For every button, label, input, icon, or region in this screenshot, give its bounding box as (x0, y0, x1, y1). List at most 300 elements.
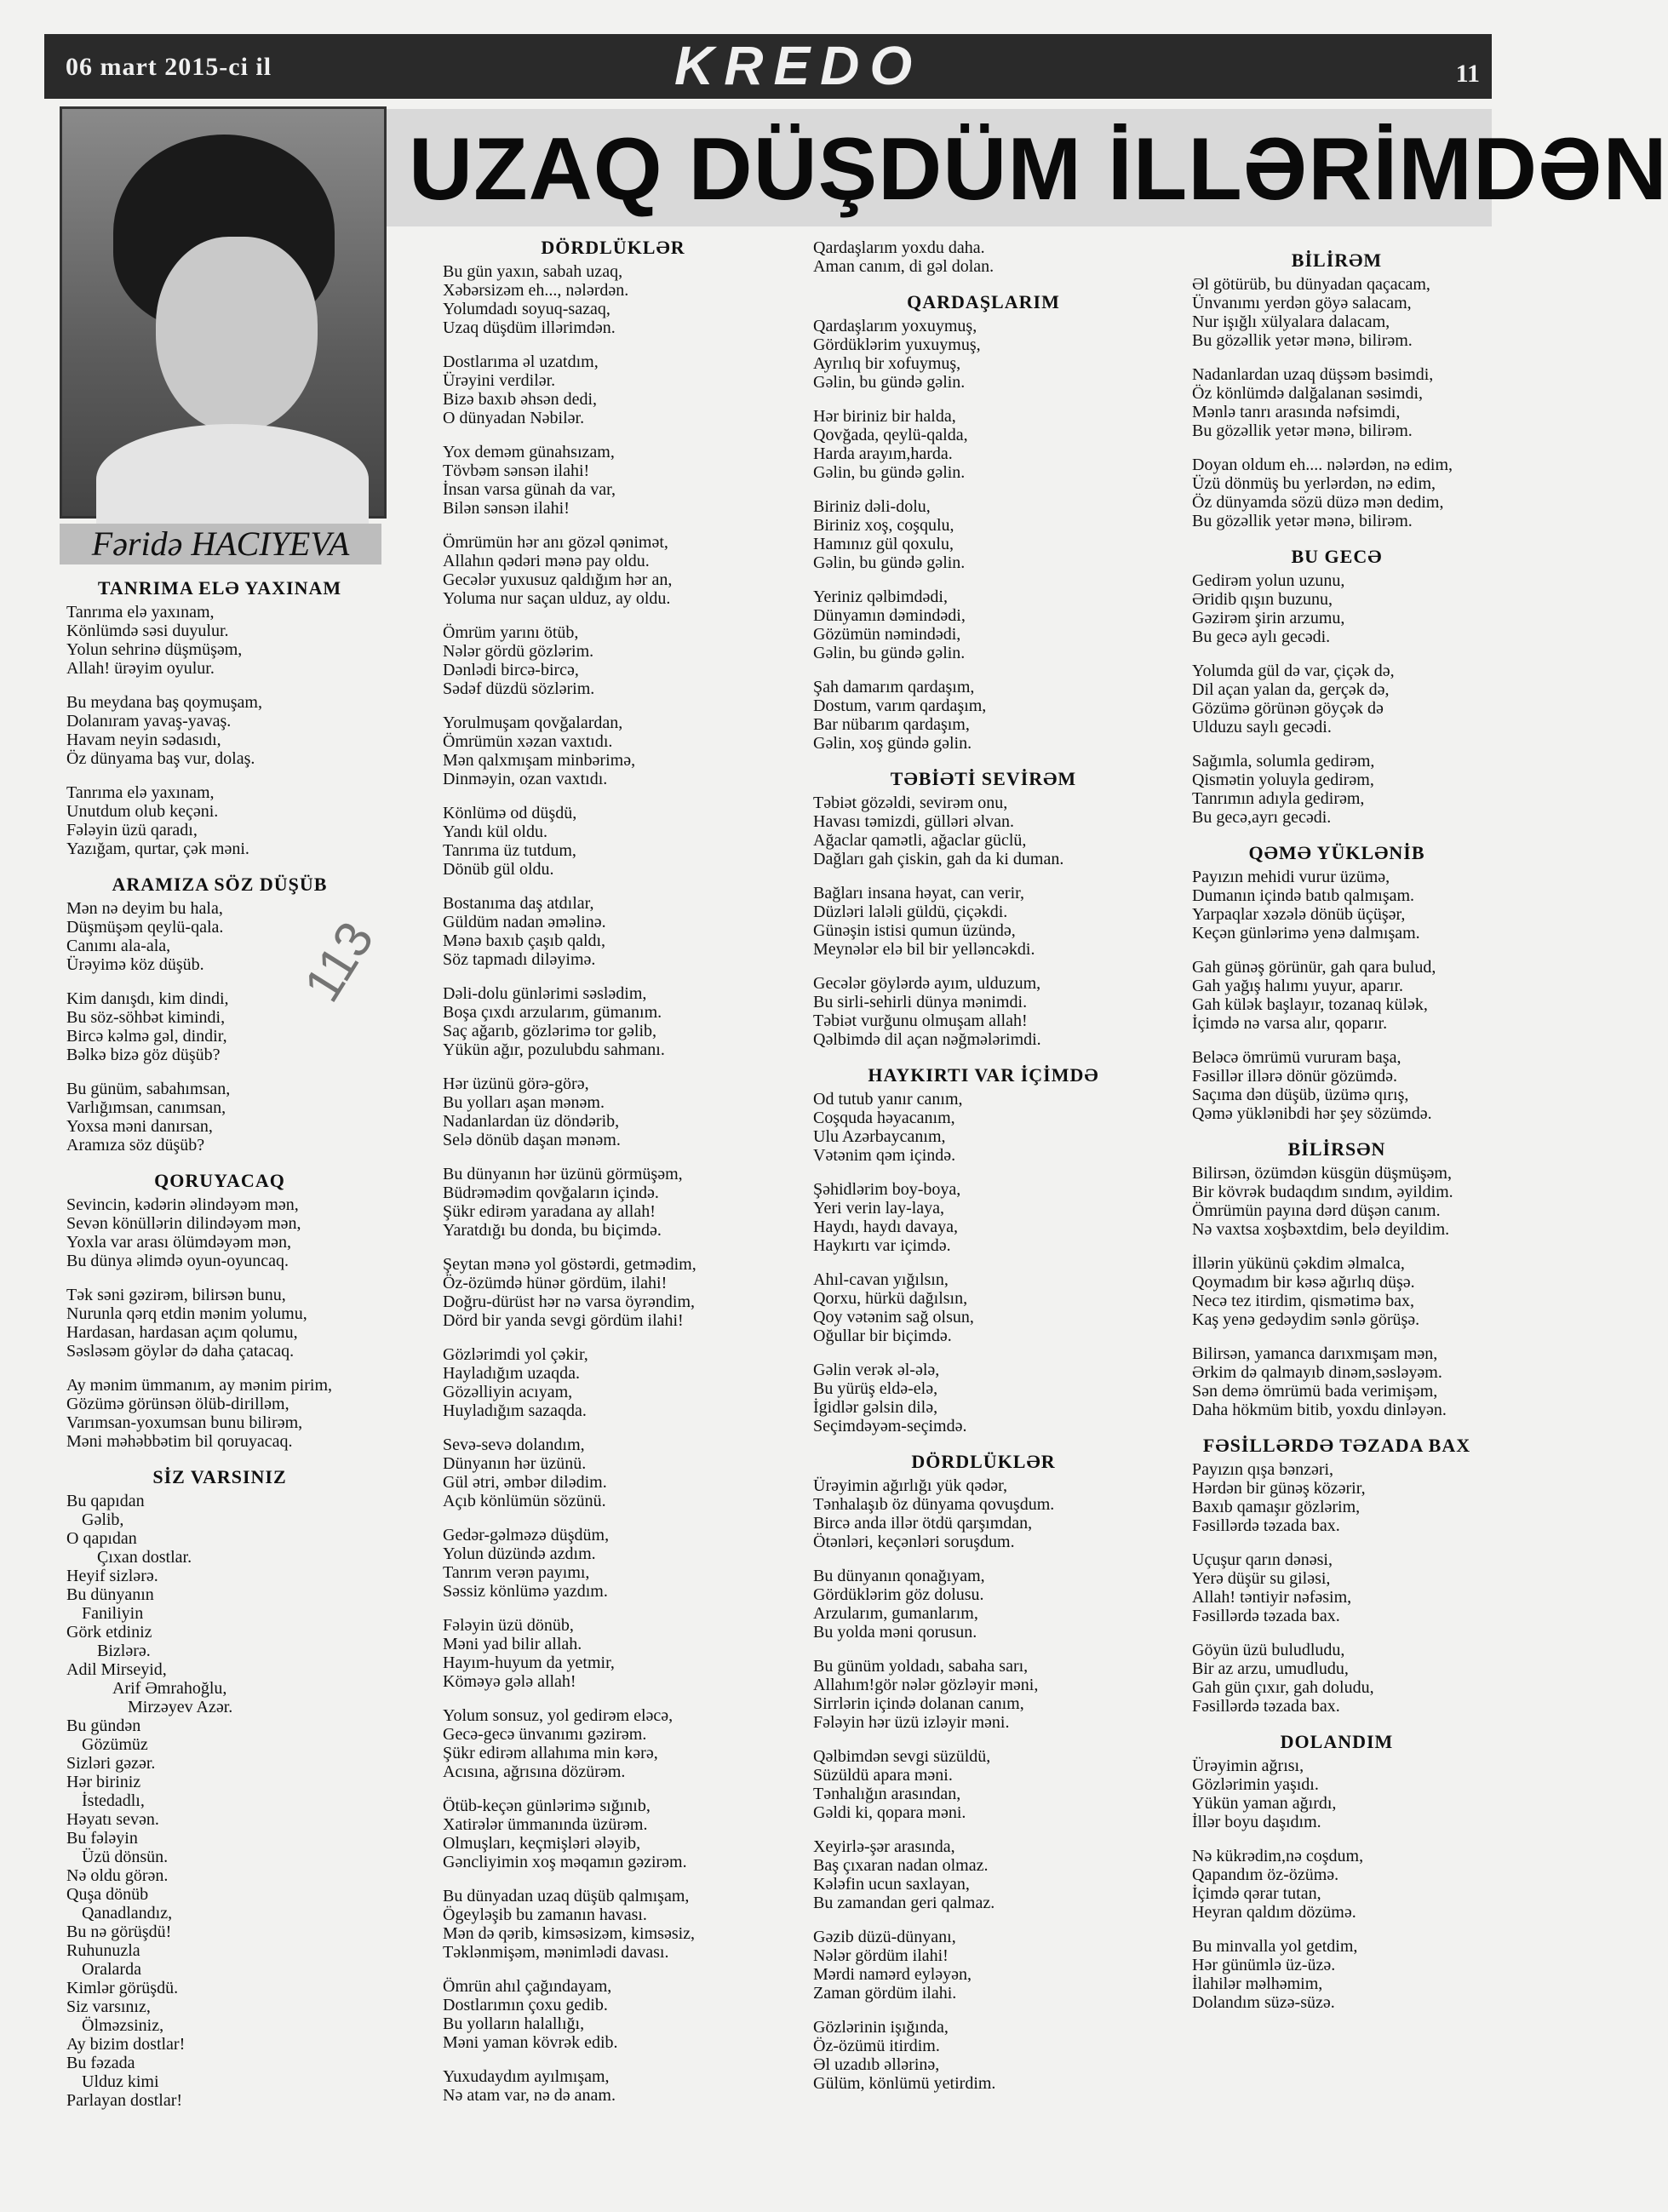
poem-line: Ürəyimin ağrısı, (1192, 1756, 1304, 1775)
poem-line: Fəsillərdə təzada bax. (1192, 1516, 1340, 1535)
poem-line: Bu günüm yoldadı, sabaha sarı, (813, 1657, 1029, 1676)
stanza (443, 1977, 783, 2052)
poem-line: İçimdə nə varsa alır, qoparır. (1192, 1014, 1388, 1033)
poem-line: Uçuşur qarın dənəsi, (1192, 1550, 1333, 1569)
poem-line: Gəzirəm şirin arzumu, (1192, 609, 1345, 627)
stanza (813, 1361, 1154, 1436)
poem-line: Əl uzadıb əllərinə, (813, 2055, 940, 2074)
poem-line: Nur işığlı xülyalara dalacam, (1192, 312, 1390, 331)
poem-line: Varlığımsan, canımsan, (66, 1098, 226, 1117)
poem-line: Nadanlardan üz döndərib, (443, 1112, 620, 1131)
poem-line: Dostlarıma əl uzatdım, (443, 352, 599, 371)
poem-line: Öz dünyama baş vur, dolaş. (66, 749, 255, 768)
stanza (1184, 275, 1490, 350)
poem-line: Yarpaqlar xəzələ dönüb üçüşər, (1192, 905, 1406, 924)
poem-line: Nələr gördü gözlərim. (443, 642, 594, 661)
poem-line: Necə tez itirdim, qismətimə bax, (1192, 1292, 1415, 1310)
poem-line: Tanrıma elə yaxınam, (66, 783, 215, 802)
poem-line: Gah günəş görünür, gah qara bulud, (1192, 958, 1436, 977)
poem-line: Bu fələyin (66, 1829, 138, 1848)
poem-line: Yolumda gül də var, çiçək də, (1192, 662, 1395, 680)
poem-line: Şəhidlərim boy-boya, (813, 1180, 961, 1199)
poem-line: Unutdum olub keçəni. (66, 802, 219, 821)
poem-line: Yoxla var arası ölümdəyəm mən, (66, 1233, 292, 1252)
poem-line: Harda arayım,harda. (813, 444, 953, 463)
stanza (443, 1526, 783, 1601)
stanza (1184, 662, 1490, 736)
poem-line: Gözümə görünən göyçək də (1192, 699, 1384, 718)
poem-line: Gecələr göylərdə ayım, ulduzum, (813, 974, 1041, 993)
poem-line: Keçən günlərimə yenə dalmışam. (1192, 924, 1420, 943)
poem-line: Ağaclar qamətli, ağaclar güclü, (813, 831, 1027, 850)
poem-line: Yandı kül oldu. (443, 822, 547, 841)
poem-line: Bu yürüş eldə-elə, (813, 1379, 938, 1398)
poem-line: Ürəyini verdilər. (443, 371, 556, 390)
poem-line: Bəlkə bizə göz düşüb? (66, 1046, 221, 1064)
poem-line: Hər üzünü görə-görə, (443, 1074, 589, 1093)
poem-line: Bu gündən (66, 1716, 141, 1735)
poem-line: Coşquda həyacanım, (813, 1109, 955, 1127)
poem-line: Nə vaxtsa xoşbəxtdim, belə deyildim. (1192, 1220, 1450, 1239)
stanza (443, 1706, 783, 1781)
poem-line: Vətənim qəm içində. (813, 1146, 956, 1165)
stanza (443, 804, 783, 879)
poem-line: Hayladığım uzaqda. (443, 1364, 581, 1383)
poem-line: Şükr edirəm yaradana ay allah! (443, 1202, 656, 1221)
poem-line: İstedadlı, (82, 1791, 145, 1810)
stanza (443, 352, 783, 427)
stanza (1184, 1254, 1490, 1329)
poem-line: Nurunla qərq etdin mənim yolumu, (66, 1304, 307, 1323)
poem-line: Göyün üzü buludludu, (1192, 1641, 1345, 1659)
poem-line: Sizləri gəzər. (66, 1754, 156, 1773)
stanza (813, 317, 1154, 392)
poem-line: Bizə baxıb əhsən dedi, (443, 390, 598, 409)
poem-line: Hər günümlə üz-üzə. (1192, 1956, 1336, 1974)
poem-line: Varımsan-yoxumsan bunu bilirəm, (66, 1413, 303, 1432)
poem-line: Xəbərsizəm eh..., nələrdən. (443, 281, 629, 300)
poem-line: Bu zamandan geri qalmaz. (813, 1894, 995, 1912)
stanza (813, 2018, 1154, 2093)
poem-line: Səssiz könlümə yazdım. (443, 1582, 608, 1601)
poem-line: Ulduz kimi (82, 2072, 159, 2091)
poem-line: Gah külək başlayır, tozanaq külək, (1192, 995, 1428, 1014)
stanza (1184, 571, 1490, 646)
stanza (443, 2067, 783, 2105)
stanza (1184, 1048, 1490, 1123)
poem-line: Bu gözəllik yetər mənə, bilirəm. (1192, 421, 1413, 440)
poem-line: Yolumdadı soyuq-sazaq, (443, 300, 610, 318)
poem (1184, 1140, 1490, 1419)
poem-line: Payızın qışa bənzəri, (1192, 1460, 1334, 1479)
author-photo (60, 106, 387, 519)
stanza (1184, 1460, 1490, 1535)
poem-line: Bu yolların halallığı, (443, 2014, 585, 2033)
poem-line: Görk etdiniz (66, 1623, 152, 1642)
poem-line: Oralarda (82, 1960, 141, 1979)
poem-line: Dünyanın hər üzünü. (443, 1454, 587, 1473)
poem-line: Kaş yenə gedəydim sənlə görüşə. (1192, 1310, 1420, 1329)
poem-line: Dönüb gül oldu. (443, 860, 554, 879)
column-3 (813, 238, 1154, 2110)
column-2 (443, 238, 783, 2122)
poem (1184, 1436, 1490, 1716)
stanza (813, 407, 1154, 482)
poem-line: Ömrüm yarını ötüb, (443, 623, 579, 642)
poem (58, 1172, 381, 1451)
poem-line: Yoluma nur saçan ulduz, ay oldu. (443, 589, 671, 608)
poem-line: Yolum sonsuz, yol gedirəm eləcə, (443, 1706, 674, 1725)
poem-line: Dumanın içində batıb qalmışam. (1192, 886, 1415, 905)
newspaper-name: KREDO (674, 35, 923, 96)
poem-line: Gəlib, (82, 1510, 124, 1529)
poem-title: ARAMIZA SÖZ DÜŞÜB (112, 874, 328, 895)
poem-line: Öz-özümü itirdim. (813, 2037, 940, 2055)
poem (1184, 1733, 1490, 2012)
poem-line: Canımı ala-ala, (66, 937, 171, 955)
poem-line: Qoymadım bir kəsə ağırlıq düşə. (1192, 1273, 1415, 1292)
poem-line: Allah! təntiyir nəfəsim, (1192, 1588, 1352, 1607)
poem-line: Dünyamın dəmindədi, (813, 606, 966, 625)
poem-line: Düşmüşəm qeylü-qala. (66, 918, 224, 937)
poem-line: Payızın mehidi vurur üzümə, (1192, 868, 1390, 886)
poem-line: Qəlbimdən sevgi süzüldü, (813, 1747, 991, 1766)
poem-line: Nələr gördüm ilahi! (813, 1946, 949, 1965)
stanza (1184, 1550, 1490, 1625)
stanza (443, 1616, 783, 1691)
poem-line: Dil açan yalan da, gerçək də, (1192, 680, 1390, 699)
poem-line: Gözlərimdi yol çəkir, (443, 1345, 588, 1364)
stanza (813, 1657, 1154, 1732)
poem-line: Yaratdığı bu donda, bu biçimdə. (443, 1221, 662, 1240)
poem-line: Bu yolları aşan mənəm. (443, 1093, 605, 1112)
poem-line: Mən də qərib, kimsəsizəm, kimsəsiz, (443, 1924, 696, 1943)
column-4 (1184, 251, 1490, 2029)
stanza (443, 984, 783, 1059)
poem-line: Ay mənim ümmanım, ay mənim pirim, (66, 1376, 333, 1395)
poem-line: Sevincin, kədərin əlindəyəm mən, (66, 1195, 299, 1214)
stanza (443, 1074, 783, 1149)
poem-line: Tək səni gəzirəm, bilirsən bunu, (66, 1286, 286, 1304)
poem-line: Gəldi ki, qopara məni. (813, 1803, 966, 1822)
stanza (813, 794, 1154, 868)
poem-line: Seçimdəyəm-seçimdə. (813, 1417, 967, 1436)
poem-line: Faniliyin (82, 1604, 144, 1623)
stanza (813, 238, 1154, 276)
poem-line: Qanadlandız, (82, 1904, 173, 1923)
poem-line: Süzüldü apara məni. (813, 1766, 953, 1785)
poem-line: Qismətin yoluyla gedirəm, (1192, 771, 1374, 789)
poem (813, 293, 1154, 753)
stanza (58, 1492, 381, 2110)
poem-line: Gözlərinin işığında, (813, 2018, 949, 2037)
poem-line: Doğru-dürüst hər nə varsa öyrəndim, (443, 1292, 696, 1311)
poem-line: Əl götürüb, bu dünyadan qaçacam, (1192, 275, 1430, 294)
poem-line: Bilən sənsən ilahi! (443, 499, 570, 518)
poem-line: Tanrım verən payımı, (443, 1563, 590, 1582)
poem-title: BU GECƏ (1291, 546, 1383, 567)
stanza (58, 1376, 381, 1451)
poem-line: Mənə baxıb çaşıb qaldı, (443, 931, 606, 950)
poem-line: Xatirələr ümmanında üzürəm. (443, 1815, 648, 1834)
poem-line: Tövbəm sənsən ilahi! (443, 461, 590, 480)
poem (1184, 251, 1490, 530)
poem-line: Tənhalığın arasından, (813, 1785, 961, 1803)
poem-line: Ruhunuzla (66, 1941, 140, 1960)
stanza (813, 1837, 1154, 1912)
poem-line: Yuxudaydım ayılmışam, (443, 2067, 610, 2086)
stanza (443, 1345, 783, 1420)
poem-line: Mənlə tanrı arasında nəfsimdi, (1192, 403, 1401, 421)
poem-line: Baxıb qamaşır gözlərim, (1192, 1498, 1361, 1516)
poem (58, 1468, 381, 2110)
poem-line: İçimdə qərar tutan, (1192, 1884, 1321, 1903)
poem-line: Təklənmişəm, mənimlədi davası. (443, 1943, 669, 1962)
stanza (1184, 1344, 1490, 1419)
poem-line: Çıxan dostlar. (97, 1548, 192, 1567)
author-caption: Fəridə HACIYEVA (60, 524, 381, 564)
poem-line: Hər biriniz bir halda, (813, 407, 956, 426)
poem-line: Gözümün nəmindədi, (813, 625, 961, 644)
poem-line: Əridib qışın buzunu, (1192, 590, 1333, 609)
poem-line: Saçıma dən düşüb, üzümə qırış, (1192, 1086, 1409, 1104)
poem-title: BİLİRSƏN (1287, 1138, 1386, 1160)
poem-title: SİZ VARSINIZ (152, 1466, 287, 1487)
poem-line: Dinməyin, ozan vaxtıdı. (443, 770, 608, 788)
poem-line: Huyladığım sazaqda. (443, 1401, 587, 1420)
poem-line: İlahilər məlhəmim, (1192, 1974, 1323, 1993)
column-1 (58, 579, 381, 2127)
poem-line: Bu dünyanın qonağıyam, (813, 1567, 985, 1585)
stanza (813, 1090, 1154, 1165)
poem-line: Mən qalxmışam minbərimə, (443, 751, 636, 770)
stanza (443, 894, 783, 969)
poem-line: Ay bizim dostlar! (66, 2035, 186, 2054)
poem-line: Parlayan dostlar! (66, 2091, 183, 2110)
poem-line: Haykırtı var içimdə. (813, 1236, 951, 1255)
stanza (813, 1180, 1154, 1255)
poem-line: Üzü dönmüş bu yerlərdən, nə edim, (1192, 474, 1436, 493)
poem-line: Hərdən bir günəş közərir, (1192, 1479, 1366, 1498)
poem (813, 1453, 1154, 2093)
poem-line: Öz könlümdə dalğalanan səsimdi, (1192, 384, 1424, 403)
poem-line: Ürəyimə köz düşüb. (66, 955, 204, 974)
poem-line: Fəsillərdə təzada bax. (1192, 1607, 1340, 1625)
poem-line: Selə dönüb daşan mənəm. (443, 1131, 621, 1149)
poem-title: FƏSİLLƏRDƏ TƏZADA BAX (1202, 1435, 1471, 1456)
poem-line: Sirrlərin içində dolanan canım, (813, 1694, 1024, 1713)
poem-line: Heyran qaldım dözümə. (1192, 1903, 1356, 1922)
poem-line: Sevən könüllərin dilindəyəm mən, (66, 1214, 301, 1233)
stanza (443, 1255, 783, 1330)
poem-line: İnsan varsa günah da var, (443, 480, 616, 499)
poem-line: Ölməzsiniz, (82, 2016, 164, 2035)
poem-line: Kələfin ucun saxlayan, (813, 1875, 970, 1894)
poem-line: Gözümə görünsən ölüb-dirilləm, (66, 1395, 289, 1413)
poem (813, 770, 1154, 1049)
poem-line: Fəsillərdə təzada bax. (1192, 1697, 1340, 1716)
poem-line: O dünyadan Nəbilər. (443, 409, 585, 427)
poem-line: Gəlin, bu gündə gəlin. (813, 644, 966, 662)
poem-line: Gəlin, bu gündə gəlin. (813, 463, 966, 482)
poem-line: Beləcə ömrümü vururam başa, (1192, 1048, 1401, 1067)
poem-line: Gedər-gəlməzə düşdüm, (443, 1526, 610, 1544)
poem-line: Ömrümün hər anı gözəl qənimət, (443, 533, 668, 552)
poem-line: Könlümə od düşdü, (443, 804, 577, 822)
poem-title: QORUYACAQ (154, 1170, 285, 1191)
poem-line: Ömrümün payına dərd düşən canım. (1192, 1201, 1441, 1220)
poem-line: Yorulmuşam qovğalardan, (443, 713, 623, 732)
stanza (813, 1476, 1154, 1551)
poem-line: Allahın qədəri mənə pay oldu. (443, 552, 650, 570)
stanza (1184, 1756, 1490, 1831)
stanza (1184, 752, 1490, 827)
poem-line: Oğullar bir biçimdə. (813, 1327, 952, 1345)
poem-line: Allah! ürəyim oyulur. (66, 659, 215, 678)
poem-line: Qorxu, hürkü dağılsın, (813, 1289, 968, 1308)
poem-line: Aramıza söz düşüb? (66, 1136, 205, 1155)
poem-line: Mən nə deyim bu hala, (66, 899, 223, 918)
stanza (1184, 1847, 1490, 1922)
poem-line: Havam neyin sədasıdı, (66, 731, 221, 749)
poem-line: Yükün yaman ağırdı, (1192, 1794, 1337, 1813)
poem-line: Köməyə gələ allah! (443, 1672, 576, 1691)
stanza (58, 1195, 381, 1270)
poem-line: Nadanlardan uzaq düşsəm bəsimdi, (1192, 365, 1434, 384)
poem-line: Olmuşları, keçmişləri ələyib, (443, 1834, 641, 1853)
poem-title: TƏBİƏTİ SEVİRƏM (890, 768, 1077, 789)
poem-line: Dostlarımın çoxu gedib. (443, 1996, 608, 2014)
poem-line: İllər boyu daşıdım. (1192, 1813, 1321, 1831)
poem-line: Tanrıma elə yaxınam, (66, 603, 215, 622)
poem-line: Məni yaman kövrək edib. (443, 2033, 618, 2052)
poem-line: Ötüb-keçən günlərimə sığınıb, (443, 1797, 651, 1815)
stanza (443, 533, 783, 608)
poem-line: Bu gecə,ayrı gecədi. (1192, 808, 1332, 827)
poem-line: Ulu Azərbaycanım, (813, 1127, 946, 1146)
poem-line: Bilirsən, yamanca darıxmışam mən, (1192, 1344, 1438, 1363)
poem-line: Baş çıxaran nadan olmaz. (813, 1856, 989, 1875)
poem-line: Gecələr yuxusuz qaldığım hər an, (443, 570, 673, 589)
poem-line: Düzləri laləli güldü, çiçəkdi. (813, 903, 1008, 921)
handwritten-mark: 113 (293, 912, 385, 1011)
poem-line: Bilirsən, özümdən küsgün düşmüşəm, (1192, 1164, 1452, 1183)
poem-line: Bu sirli-sehirli dünya mənimdi. (813, 993, 1028, 1011)
stanza (443, 1436, 783, 1510)
poem-line: Gəlin verək əl-ələ, (813, 1361, 940, 1379)
poem-line: Fələyin üzü dönüb, (443, 1616, 574, 1635)
poem-line: Yerə düşür su giləsi, (1192, 1569, 1331, 1588)
poem-line: Ögeyləşib bu zamanın havası. (443, 1905, 647, 1924)
poem-line: Gecə-gecə ünvanımı gəzirəm. (443, 1725, 647, 1744)
poem-line: Məni yad bilir allah. (443, 1635, 582, 1653)
poem-title: QARDAŞLARIM (907, 291, 1060, 312)
poem-line: Nə atam var, nə də anam. (443, 2086, 616, 2105)
poem-line: Bu minvalla yol getdim, (1192, 1937, 1358, 1956)
stanza (813, 1928, 1154, 2003)
poem-line: Təbiət gözəldi, sevirəm onu, (813, 794, 1008, 812)
stanza (443, 1797, 783, 1871)
stanza (443, 443, 783, 518)
poem-line: Dolanıram yavaş-yavaş. (66, 712, 232, 731)
poem-line: Yeriniz qəlbimdədi, (813, 587, 948, 606)
poem-line: Xeyirlə-şər arasında, (813, 1837, 955, 1856)
poem-line: Nə oldu görən. (66, 1866, 169, 1885)
poem-line: Ömrümün xəzan vaxtıdı. (443, 732, 613, 751)
poem-line: Bu dünya əlimdə oyun-oyuncaq. (66, 1252, 289, 1270)
poem-line: Ünvanımı yerdən göyə salacam, (1192, 294, 1412, 312)
stanza (1184, 456, 1490, 530)
poem-line: Arzularım, gumanlarım, (813, 1604, 978, 1623)
poem-line: Biriniz xoş, coşqulu, (813, 516, 954, 535)
poem-line: Qardaşlarım yoxdu daha. (813, 238, 985, 257)
poem-line: Qapandım öz-özümə. (1192, 1865, 1339, 1884)
poem-line: Bircə anda illər ötdü qarşımdan, (813, 1514, 1033, 1533)
poem-line: Bu gün yaxın, sabah uzaq, (443, 262, 623, 281)
poem-line: Kim danışdı, kim dindi, (66, 989, 229, 1008)
poem-line: Yoxsa məni danırsan, (66, 1117, 213, 1136)
poem-line: Bu gözəllik yetər mənə, bilirəm. (1192, 512, 1413, 530)
poem-line: Şah damarım qardaşım, (813, 678, 975, 696)
poem-line: Meynələr elə bil bir yelləncəkdi. (813, 940, 1035, 959)
poem-title: BİLİRƏM (1291, 249, 1383, 271)
poem-line: Açıb könlümün sözünü. (443, 1492, 606, 1510)
poem-line: Boşa çıxdı arzularım, gümanım. (443, 1003, 662, 1022)
poem-line: Arif Əmrahoğlu, (112, 1679, 227, 1698)
poem-line: Şeytan mənə yol göstərdi, getmədim, (443, 1255, 696, 1274)
stanza (813, 974, 1154, 1049)
stanza (1184, 1937, 1490, 2012)
poem-line: Hər biriniz (66, 1773, 141, 1791)
poem-line: Öz-özümdə hünər gördüm, ilahi! (443, 1274, 668, 1292)
poem-line: Daha hökmüm bitib, yoxdu dinləyən. (1192, 1401, 1447, 1419)
poem-line: Ötənləri, keçənləri soruşdum. (813, 1533, 1015, 1551)
poem-line: Ömrün ahıl çağındayam, (443, 1977, 612, 1996)
poem-line: Gəlin, bu gündə gəlin. (813, 373, 966, 392)
poem-line: Bu nə görüşdü! (66, 1923, 172, 1941)
poem-line: Hardasan, hardasan açım qolumu, (66, 1323, 298, 1342)
poem-line: Sən demə ömrümü bada verimişəm, (1192, 1382, 1438, 1401)
stanza (443, 1165, 783, 1240)
page-number: 11 (1455, 60, 1480, 88)
poem-line: Gedirəm yolun uzunu, (1192, 571, 1345, 590)
poem-line: Acısına, ağrısına dözürəm. (443, 1762, 626, 1781)
poem-line: Doyan oldum eh.... nələrdən, nə edim, (1192, 456, 1453, 474)
poem (443, 238, 783, 2105)
stanza (443, 623, 783, 698)
poem-line: Öz dünyamda sözü düzə mən dedim, (1192, 493, 1444, 512)
poem-line: Tanrıma üz tutdum, (443, 841, 576, 860)
poem-line: Nə kükrədim,nə coşdum, (1192, 1847, 1364, 1865)
poem-line: Dolandım süzə-süzə. (1192, 1993, 1335, 2012)
poem-line: Gözümüz (82, 1735, 148, 1754)
poem-line: Gül ətri, əmbər dilədim. (443, 1473, 607, 1492)
stanza (58, 1286, 381, 1361)
poem-line: Qəmə yüklənibdi hər şey sözümdə. (1192, 1104, 1432, 1123)
poem-line: Bir az arzu, umudludu, (1192, 1659, 1349, 1678)
poem-line: Tanrımın adıyla gedirəm, (1192, 789, 1365, 808)
poem-line: Heyif sizlərə. (66, 1567, 158, 1585)
stanza (813, 1567, 1154, 1642)
poem-line: Söz tapmadı diləyimə. (443, 950, 596, 969)
poem-line: Bu meydana baş qoymuşam, (66, 693, 262, 712)
stanza (58, 1080, 381, 1155)
poem-line: Qəlbimdə dil açan nəğmələrimdi. (813, 1030, 1041, 1049)
poem-line: Gah gün çıxır, gah doludu, (1192, 1678, 1374, 1697)
poem-line: Yox deməm günahsızam, (443, 443, 615, 461)
stanza (813, 884, 1154, 959)
stanza (1184, 1164, 1490, 1239)
